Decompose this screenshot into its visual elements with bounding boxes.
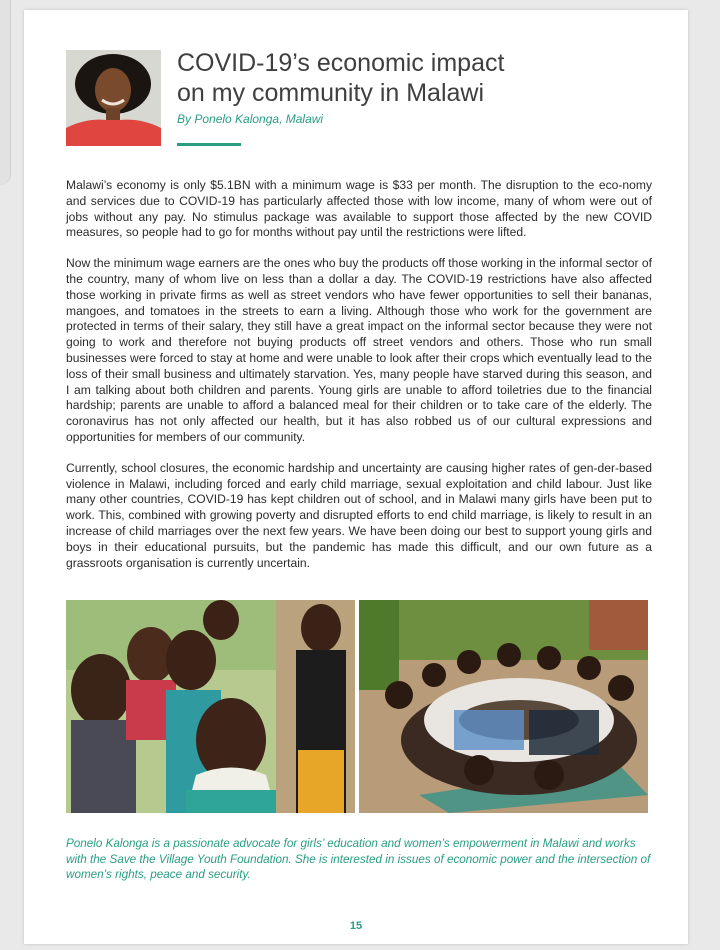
page-number: 15 — [349, 920, 363, 932]
author-bio-caption: Ponelo Kalonga is a passionate advocate for girls’ education and women’s empowerment in Malawi and works with the Save the Village Youth Foundation. She is interested in issues of economic power and the intersection of women’s rights, peace and security. — [66, 837, 651, 881]
paragraph-3: Currently, school closures, the economic hardship and uncertainty are causing higher rates of gen-der-based violence in Malawi, including forced and early child marriage, sexual exploitation and child labour. Just like many other countries, COVID-19 has kept children out of school, and in Malawi many girls have been put to work. This, combined with growing poverty and disrupted efforts to end child marriage, is likely to result in an increase of child marriages over the next few years. We have been doing our best to support young girls and boys in their educational pursuits, but the pandemic has made this difficult, and our own future as a grassroots organisation is currently uncertain. — [66, 460, 652, 570]
byline: By Ponelo Kalonga, Malawi — [177, 112, 324, 126]
paragraph-2: Now the minimum wage earners are the ones who buy the products off those working in the informal sector of the country, many of whom live on less than a dollar a day. The COVID-19 restrictions have also affected those working in private firms as well as street vendors who have fewer opportunities to sell their bananas, mangoes, and tomatoes in the streets to earn a living. Although those who work for the government are protected in terms of their salary, they still have a great impact on the informal sector because they were not going to work and therefore not buying products off street vendors and others. Those who run small businesses were forced to stay at home and were unable to look after their crops which eventually lead to the loss of their small business and ultimately starvation. Yes, many people have starved during this season, and I am talking about both children and parents. Young girls are unable to afford toiletries due to the financial hardship; parents are unable to afford a balanced meal for their children or to take care of the elderly. The coronavirus has not only affected our health, but it has also robbed us of our cultural expressions and opportunities for members of our community. — [66, 256, 652, 444]
paragraph-1: Malawi’s economy is only $5.1BN with a minimum wage is $33 per month. The disruption to the eco-nomy and services due to COVID-19 has particularly affected those with low income, many of whom were out of jobs without any pay. No stimulus package was available to support those affected by the new COVID measures, so people had to go for months without pay until the restrictions were lifted. — [66, 178, 652, 240]
youth-circle-photo — [359, 600, 648, 813]
document-page — [24, 10, 688, 944]
title-line-1: COVID-19’s economic impact — [177, 49, 505, 77]
page-edge-shadow — [0, 0, 11, 185]
title-underline — [177, 143, 241, 146]
article-title — [177, 48, 637, 108]
article-body — [66, 178, 652, 586]
author-portrait — [66, 50, 161, 146]
children-group-photo — [66, 600, 355, 813]
title-line-2: on my community in Malawi — [177, 79, 485, 107]
